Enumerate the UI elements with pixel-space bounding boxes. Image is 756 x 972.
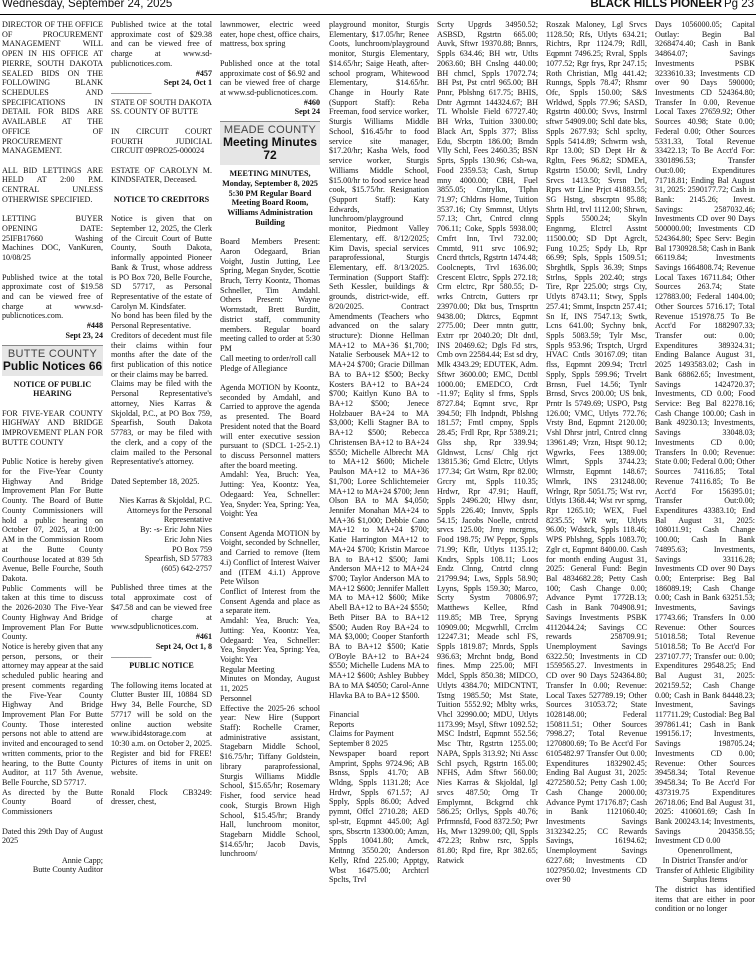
spacer bbox=[2, 399, 103, 409]
spacer bbox=[111, 574, 212, 584]
text-paragraph: ————— bbox=[111, 651, 152, 661]
text-paragraph: Dated September 18, 2025. bbox=[111, 476, 200, 486]
text-paragraph: PO Box 759 bbox=[171, 544, 212, 554]
spacer bbox=[111, 486, 212, 496]
column-4 bbox=[329, 20, 429, 970]
text-paragraph: Nies Karras & Skjoldal, P.C. bbox=[119, 496, 212, 506]
section-title: Public Notices 66 bbox=[2, 358, 103, 373]
text-paragraph: ————— bbox=[111, 88, 152, 98]
newspaper-name: BLACK HILLS PIONEER bbox=[590, 0, 722, 10]
text-paragraph: Effective the 2025-26 school year: New Hire (Support Staff): Rochelle Cramer, administrative assistant, Stagebarn Middle School, $16.75/hr; Tiffany Goldstein, library paraprofessional, Sturgis Williams Middle School, $15.65/hr; Rosemary Fisher, food service head cook, Sturgis Brown High School, $15.45/hr; Brandy Hall, lunchroom monitor, Stagebarn Middle School, $14.65/hr; Jacob Davis, lunchroom/ bbox=[220, 703, 320, 859]
text-paragraph: Published twice at the total approximate cost of $29.38 and can be viewed free of charge at www.sd-publicnotices.com. bbox=[111, 20, 212, 68]
text-paragraph: Notice is given that on September 12, 2025, the Clerk of the Circuit Court of Butte County, South Dakota, informally appointed Pioneer Bank & Trust, whose address is PO Box 720, Belle Fourche, SD 57717, as Personal Representative of the estate of Carolyn M. Kindsfater. bbox=[111, 214, 212, 311]
text-paragraph: NOTICE OF PUBLIC HEARING bbox=[13, 379, 92, 399]
text-paragraph: Regular Meeting bbox=[220, 664, 275, 674]
text-paragraph: Consent Agenda MOTION by Voight, seconded by Schneller, and Carried to remove (Item 4.i) Conflict of Interest Waiver and (ITEM 4.i.1) Approve Pete Wilson bbox=[220, 528, 320, 587]
issue-date: Wednesday, September 24, 2025 bbox=[2, 0, 173, 10]
section-banner bbox=[220, 121, 320, 165]
spacer bbox=[111, 117, 212, 127]
spacer bbox=[2, 156, 103, 166]
spacer bbox=[220, 373, 320, 383]
spacer bbox=[111, 467, 212, 477]
column-3 bbox=[220, 20, 320, 970]
text-paragraph: Public Comments will be taken at this time to discuss the 2026-2030 The Five-Year County Highway And Bridge Improvement Plan For Butte County. bbox=[2, 583, 103, 642]
text-paragraph: Agenda MOTION by Koontz, seconded by Amdahl, and Carried to approve the agenda as presented. The Board President noted that the Board will enter executive session pursuant to (SDCL 1-25-2.1) to discuss Personnel matters after the board meeting. bbox=[220, 382, 320, 470]
section-county: MEADE COUNTY bbox=[223, 124, 317, 137]
text-paragraph: Published once at the total approximate cost of $6.92 and can be viewed free of charge at www.sd-publicnotices.com. bbox=[220, 58, 320, 97]
spacer bbox=[111, 778, 212, 788]
text-paragraph: Published twice at the total approximate cost of $19.58 and can be viewed free of charge at www.sd-publicnotices.com. bbox=[2, 272, 103, 321]
text-paragraph: Public Notice is hereby given for the Five-Year County Highway And Bridge Improvement Plan For Butte County. The Board of Butte County Commissioners will hold a public hearing on October 07, 2025, at 10:00 AM in the Commission Room at the Butte County Courthouse located at 839 5th Avenue, Belle Fourche, South Dakota. bbox=[2, 457, 103, 583]
text-paragraph: Days 1056000.05; Capital Outlay: Begin Bal 3268474.40; Cash in Bank 34864.07; Savings Investments PSBK 3233610.33; Investments CD over 90 Days 590000; Investments CD 524364.80; Transfer In 0.00, Revenue Local Taxes 27659.92; Other Sources 40.98; State 0.00; Federal 0.00; Other Sources 5331.33, Total Revenue 33422.13; To Be Acct'd For: 3301896.53; Transfer Out:0.00; Expenditures 71718.81; Ending Bal August 31, 2025: 2590177.72; Cash in Bank: 2145.26; Invest. Savings: 2587032.46; Investments CD over 90 Days 500000.00; Investments CD 524364.80; Spec Serv: Begin Bal 1730928.58; Cash in Bank 66119.84; Investments Savings 1664808.74; Revenue Local Taxes 16711.84; Other Sources 263.74; State 127883.00; Federal 1404.00; Other Sources 5716.17; Total Revenue 151978.75 To Be Acct'd For 1882907.33; Transfer out: 0.00; Expenditures 389324.31; Ending Balance August 31, 2025 1493583.02; Cash in Bank 68862.65; Investment, Savings 1424720.37; Investments, CD 0.00; Food Service: Beg Bal 82278.16; Cash Change 100.00; Cash in Bank 49230.13; Investments, Savings 33048.03; Investments CD 0.00; Transfers In 0.00; Revenue: State 0.00; Federal 0.00; Other Sources 74116.85; Total Revenue 74116.85; To Be Acct'd For 156395.01; Transfer Out:0.00; Expenditures 43383.10; End Bal August 31, 2025: 108011.91; Cash Change 100.00; Cash In Bank 74895.63; Investments, Savings 33116.28; Investments CD over 90 Days 0.00; Enterprise: Beg Bal 186089.19; Cash Change 0.00; Cash in Bank 63251.53; Investments, Savings 17743.66; Transfers In 0.00 Revenue: Other Sources 51018.58; Total Revenue 51018.58; To Be Acct'd For 237107.77; Transfer out: 0.00; Expenditures 29548.25; End Bal August 31, 2025: 202159.52; Cash Change 0.00; Cash in Bank 84448.23; Investment, Savings 117711.29; Custodial: Beg Bal 397861.41; Cash in Bank 199156.17; Investments, Savings 198705.24; Investments CD 0.00; Revenue: Other Sources 39458.34; Total Revenue 39458.34; To Be Acct'd For 437319.75 Expenditures 26718.06; End Bal August 31, 2025: 410601.69; Cash In Bank 200243.14; Investments, Savings 204358.55; Investment CD 0.00 bbox=[655, 20, 755, 846]
section-county: BUTTE COUNTY bbox=[7, 347, 98, 360]
text-paragraph: Sept 24, Oct 1 bbox=[163, 78, 212, 88]
text-paragraph: The district has identified items that are either in poor condition or no longer bbox=[655, 884, 755, 914]
text-paragraph: lawnmower, electric weed eater, hope chest, office chairs, mattress, box spring bbox=[220, 20, 320, 49]
text-paragraph: DIRECTOR OF THE OFFICE OF PROCUREMENT MANAGEMENT WILL OPEN IN HIS OFFICE AT PIERRE, SOUTH DAKOTA SEALED BIDS ON THE FOLLOWING BLANK SCHEDULES AND SPECIFICATIONS IN DETAIL FOR BIDS ARE AVAILABLE AT THE OFFICE OF PROCUREMENT MANAGEMENT. bbox=[2, 20, 103, 156]
text-paragraph: September 8 2025 bbox=[329, 739, 388, 749]
text-paragraph: playground monitor, Sturgis Elementary, $17.05/hr; Renee Coots, lunchroom/playground monitor, Sturgis Elementary, $14.65/hr; Saige Heath, after-school program, Whitewood Elementary, $14.65/hr. Change in Hourly Rate (Support Staff): Reba Freeman, food service worker, Sturgis Williams Middle School, $16.45/hr to food service site manager, $17.20/hr; Kasha Wels, food service worker, Sturgis Williams Middle School, $15.00/hr to food service head cook, $15.75/hr. Resignation (Support Staff): Katy Edwards, lunchroom/playground monitor, Piedmont Valley Elementary, eff. 8/12/2025; Kim Davis, special services paraprofessional, Sturgis Elementary, eff. 8/13/2025. Termination (Support Staff): Seth Kessler, buildings & grounds, district-wide, eff. 8/20/2025. Contract Amendments (Teachers who advanced on the salary structure): Dionne Hellman MA+12 to MA+36 $1,700; Natalie Serbousek MA+12 to MA+24 $700; Gracie Dillman BA to BA+12 $500; Becky Kosters BA+12 to BA+24 $700; Kaitlyn Kuno BA to BA+12 $500; Jenece Holzbauer BA+24 to MA $3,000; Kelli Stagner BA to BA+12 $500; Rebecca Christensen BA+12 to BA+24 $550; Michelle Albrecht MA to MA+12 $600; Michele Paulson MA+12 to MA+36 $1,700; Loree Schlichtemeier MA+12 to MA+24 $700; Jenn Olson BA to MA $4,050; Jennifer Monahan MA+24 to MA+36 $1,000; Debbie Cano MA+12 to MA+24 $700; Katie Harrington MA+12 to MA+24 $700; Kristin Marcoe BA to BA+12 $500; Jami Anderson MA+12 to MA+24 $700; Taylor Anderson MA to MA+12 $600; Jennifer Mallett MA to MA+12 $600; Mike Abell BA+12 to BA+24 $550; Beth Pitser BA to BA+12 $500; Auden Roy BA+24 to MA $3,000; Cooper Stanforth BA to BA+12 $500; Katie O'Boyle BA+12 to BA+24 $550; Michelle Ludens MA to MA+12 $600; Ashley Bubbey BA to MA $4050; Carol-Anne Hlavka BA to BA+12 $500. bbox=[329, 20, 429, 700]
text-paragraph: In District Transfer and/or Transfer of Athletic Eligibility bbox=[655, 855, 755, 875]
text-paragraph: FOR FIVE-YEAR COUNTY HIGHWAY AND BRIDGE IMPROVEMENT PLAN FOR BUTTE COUNTY bbox=[2, 408, 103, 447]
text-paragraph: As directed by the Butte County Board of Commissioners bbox=[2, 787, 103, 817]
text-paragraph: Sept 24 bbox=[294, 107, 320, 117]
text-paragraph: Financial bbox=[329, 710, 360, 719]
text-paragraph: #461 bbox=[195, 632, 212, 642]
text-paragraph: Conflict of Interest from the Consent Agenda and place as a separate item. bbox=[220, 586, 320, 616]
text-paragraph: STATE OF SOUTH DAKOTA SS. COUNTY OF BUTTE bbox=[111, 97, 212, 117]
spacer bbox=[329, 700, 429, 710]
column-1 bbox=[2, 20, 103, 970]
spacer bbox=[2, 846, 103, 856]
spacer bbox=[111, 185, 212, 195]
text-paragraph: No bond has been filed by the Personal Representative. bbox=[111, 311, 212, 331]
text-paragraph: Openenrollment, bbox=[677, 846, 733, 856]
text-paragraph: Attorneys for the Personal Representative bbox=[126, 505, 212, 525]
text-paragraph: PUBLIC NOTICE bbox=[129, 661, 194, 671]
text-paragraph: Claims may be filed with the Personal Representative's attorney, Nies Karras & Skjoldal, P.C., at PO Box 759, Spearfish, South Dakota 57783, or may be filed with the clerk, and a copy of the claim mailed to the Personal Representative's attorney. bbox=[111, 379, 212, 467]
text-paragraph: Personnel bbox=[220, 693, 252, 703]
text-paragraph: LETTING BUYER OPENING DATE: 25IFB17660 Washing Machines DOC, VanKuren, 10/08/25 bbox=[2, 214, 103, 263]
text-paragraph: Sept 23, 24 bbox=[65, 330, 103, 340]
text-paragraph: Surplus Items bbox=[682, 875, 728, 885]
column-2 bbox=[111, 20, 212, 970]
text-paragraph: #460 bbox=[303, 97, 320, 107]
text-paragraph: IN CIRCUIT COURT FOURTH JUDICIAL CIRCUIT 09PRO25-000024 bbox=[111, 126, 212, 156]
spacer bbox=[2, 817, 103, 827]
text-paragraph: Newspaper board report Amprint, Spphs 9724.96; AB Bsnss, Sppls 41.70; AB Wldng, Sppls 1131.28; Ace Hrdwr, Sppls 671.57; AJ Spply, Sppls 86.00; Adved pymnt, Offcl 2710.28; AED spl-str, Eqpmnt 445.00; Agl sprs, Sbscrtn 13300.00; Amzn, Sppls 10041.80; Amck, Mntnng 3550.20; Anderson Kelly, Rfnd 225.00; Apptgy, Wbst 16475.00; Archtcrl Spclts, Trvl bbox=[329, 748, 429, 885]
text-paragraph: Spearfish, SD 57783 bbox=[144, 554, 212, 564]
text-paragraph: ESTATE OF CAROLYN M. KINDSFATER, Deceased. bbox=[111, 165, 212, 185]
page-number: Pg 23 bbox=[723, 0, 754, 10]
text-paragraph: (605) 642-2757 bbox=[161, 564, 212, 574]
column-6 bbox=[546, 20, 647, 970]
spacer bbox=[220, 227, 320, 237]
text-paragraph: Sept 24, Oct 1, 8 bbox=[155, 641, 212, 651]
spacer bbox=[111, 205, 212, 215]
text-paragraph: Minutes on Monday, August 11, 2025 bbox=[220, 674, 320, 694]
text-paragraph: ALL BID LETTINGS ARE HELD AT 2:00 P.M. CENTRAL UNLESS OTHERWISE SPECIFIED. bbox=[2, 165, 103, 204]
column-7 bbox=[655, 20, 755, 970]
text-paragraph: Pledge of Allegiance bbox=[220, 363, 288, 373]
text-paragraph: Call meeting to order/roll call bbox=[220, 353, 317, 363]
spacer bbox=[2, 448, 103, 458]
text-paragraph: Ronald Flock CB3249: dresser, chest, bbox=[111, 787, 212, 807]
spacer bbox=[220, 519, 320, 529]
spacer bbox=[111, 156, 212, 166]
text-paragraph: The following items located at Clutter Buster III, 10884 SD Hwy 34, Belle Fourche, SD 57717 will be sold on the online auction website www.ibid4storage.com at 10:30 a.m. on October 2, 2025. Register and bid for FREE! Pictures of items in unit on website. bbox=[111, 680, 212, 778]
text-paragraph: Scrty Upgrds 34950.52; ASBSD, Rgstrtn 665.00; Auvk, Sftwr 19370.88; Bnnrs, Sppls 634.46; BH wtr, Utlts 2063.60; BH Cnslng 440.00; BH chmcl, Sppls 17072.74; BH Pst, Pst cntrl 965.00; BH Pnnr, Pblshng 617.75; BHIS, Dntr Agrmnt 144324.67; BH TL Wholsle Field 67727.40; BH Wrks, Tuition 3300.00; Black Art, Sppls 377; Bliss Edu, Sbcrptn 186.00; Brndn Vlly Schl, Fees 2460.35; BSN Sprts, Sppls 130.96; Csh-wa, Food 2359.53; Cash, Strtup mny 4000.00; CBH, Fuel 3855.05; Cntrylkn, Tlphn 71.97; Chldrns Home, Tuition 3537.16; Cty Smmnst, Utlyts 57.13; Chrt, Cntrcd clnng 706.11; Coke, Sppls 5938.00; Cmfrt Inn, Trvl 732.00; Cmmtd, 911 srvc 106.92; Cncrd thrtcls, Rgstrtn 1474.48; Coolcnepts, Trvl 1636.00; Crescent Elctrc, Sppls 272.18; Crm elctrc, Rpr 580.55; D-wrks Cntrctn, Gutters rpr 23970.00; Dkt bus, Trnsprttn 9438.00; Dktrcs, Eqpmnt 2775.00; Deer mntn guttr, Extrr rpr 2040.20; Dlt dntl, INS 20469.62; Dgls Fd strs, Cmb ovn 22584.44; Est sd dry, Mlk 4343.29; EDUTEK, Adm. Sftwr 3600.00; EMC, Dcttbl 1000.00; EMEDCO, Crdt -11.97; Eqlity sl frms, Sppls 8727.84; Eqmnt srvc, Rpr 394.50; Flh Indpndt, Pblshng 181.57; Fmtl cmpny, Sppls 28.45; Frdl Rpr, Rpr 5389.21; Glss shp, Rpr 339.94; Gldnwst, Lcns/ Chlg rjct 13815.36; Grnd Elctrc, Utlyts 177.34; Grt Wstrn, Rpr 82.00; Grcry mt, Sppls 110.35; Hrdwr, Rpr 47.91; Hauff, Sppls 2496.20; Hlwy dsnr, Sppls 226.40; Innvtv, Sppls 54.15; Jacobs Noelle, cntrctd srvcs 125.00; Jrny mcrgrns, Food 198.75; JW Peppr, Sppls 71.99; Kflr, Utlyts 1135.12; Kndrs, Sppls 108.11; Loos Endz Clnng, Cntrtd clnng 21799.94; Lws, Sppls 58.90; Lyyns, Sppls 159.30; Marco, Scrty Systm 70806.97; Matthews Kellee, Rfnd 119.85; MB Tree, Spryng 10909.00; Mcgwrhll, Crrclm 12247.31; Meade schl FS, Sppls 1819.87; Mnrds, Sppls 936.63; Mrchnt bndg, Bond fines. Mmp 225.00; MFI Mdcl, Sppls 850.38; MIDCO, Utlyts 4384.70; MIDCNTNT, Tstng 1985.50; Mst State, Tuition 5552.92; Mblty wrks, Vhcl 32990.00; MDU, Utlyts 1173.99; Msyl, Sftwr 1092.52; MSC Indstrl, Eqpmnt 552.56; Msc Thtr, Rgstrtn 1255.00; NAPA, Sppls 313.92; Nti Assc Schl psych, Rgstrtn 165.00; NFHS, Adm Sftwr 560.00; Nies Karras & Skjoldal, lgl srvcs 487.50; Orng Tr Emplymnt, Bckgrnd chk 586.25; Orllys, Sppls 40.76; Prfrmnsfd, Food 8372.50; Pwr Hs, Mwr 13299.00; Qll, Sppls 472.23; Rnbw rsrc, Sppls 81.80; Rpd fire, Rpr 382.65; Ratwick bbox=[437, 20, 538, 865]
spacer bbox=[220, 49, 320, 59]
column-5 bbox=[437, 20, 538, 970]
page-header bbox=[0, 0, 756, 15]
text-paragraph: Dated this 29th Day of August 2025 bbox=[2, 826, 103, 846]
text-paragraph: #457 bbox=[195, 68, 212, 78]
spacer bbox=[2, 263, 103, 273]
text-paragraph: Notice is hereby given that any person, persons, or their attorney may appear at the said scheduled public hearing and present comments regarding the Five-Year County Highway And Bridge Improvement Plan For Butte County. Those interested persons not able to attend are invited and encouraged to send written comments, prior to the hearing, to the Butte County Auditor, at 117 5th Avenue, Belle Fourche, SD 57717. bbox=[2, 641, 103, 788]
text-paragraph: Annie Capp; bbox=[61, 855, 103, 865]
text-paragraph: Amdahl: Yea, Bruch: Yea, Jutting: Yea, Koontz: Yea, Odegaard: Yea, Schneller: Yea, Snyder: Yea, Spring: Yea, Voight: Yea bbox=[220, 616, 320, 664]
text-paragraph: Roszak Maloney, Lgl Srvcs 1128.50; Rfs, Utlyts 634.21; Richtrs, Rpr 1124.79; Rdll, Eqpmnt 7496.25; Rvral, Sppls 1077.52; Rgr frys, Rpr 247.15; Roth Christian, Mlg 441.42; Runngs, Sppls 78.47; Rhsmr Ofc, Sppls 150.00; S&S Wrldwd, Sppls 77.96; SASD, Rgstrtn 400.00; Svvs, Instrml sftwr 54909.00; Schl date bks, Sppls 2677.93; Schl spclty, Sppls 5414.89; Schwrm wsh, Rpr 13.00; SD Dept Hr & Rgltn, Fees 96.82; SDMEA, Rgstrtn 150.00; Srvll, Lndry Srvcs 1413.50; Svrsn Drl, Rprs wtr Line Prjct 41883.55; SG Hstng, sbscrptn 95.88; Shrtn Htl, trvl 1112.00; Shrwn, Sppls 5500.24; Skyln Engnrng, Elctrcl Asstnt 11500.00; SD Dpt Agrclt, Fung 10.25; Spdy Lb, Rpr 66.99; Spls, Sppls 1509.51; Sbrghtlk, Sppls 36.39; Stnps Strlns, Sppls 202.40; strgs Tire, Rpr 225.00; strgs Cty, Utlyts 8743.11; Stwy, Sppls 257.41; Smmt, Inspctn 257.41; Sn If, INS 7547.13; Swtk, Lcns 641.00; Sychny bnk, Sppls 5083.59; Tylr Msc, Sppls 953.96; Trsptch, Urgrd HVAC Cntls 30167.09; titan flss, Eqpmnt 209.94; Trctrl Spply, Sppls 599.96; Trvelrt Brnsn, Fuel 14.56; Tynlr Brnsd, Srvcs 200.00; US bnk, Prntr Is 5749.69; USPO, Pstg 126.00; VMC, Utlyts 772.76; Vrsty Bnd, Eqpmnt 2120.00; Vshl Dhrsr jntrl, Cntrcd clnng 13961.49; Vrzn, Htspt 90.12; Wgwrks, Fees 1389.00; Wlmrt, Sppls 3744.23; Wlrmstr, Eqpmnt 148.67; Wlmrk, INS 231248.00; Wrlngr, Rpr 5051.75; Wst rvr, Utlyts 1368.44; Wst rvr sprng, Rpr 1265.10; WEX, Fuel 8235.55; WR wtr, Utlyts 96.00; Wdstck, Sppls 118.46; WPS Pblshng, Sppls 1083.70; Zglr ct, Eqpmnt 8400.00. Cash for month ending August 31, 2025: General Fund: Begin Bal 4834682.28; Petty Cash 100; Cash Change 0.00; Advance Pymt 1772B.13; Cash in Bank 704908.91; Savings Investments PSBK 4112044.24; Savings CC rewards 258709.91; Unemployment Savings 6322.50; Investments in CD 1559565.27. Investments in CD over 90 Days 524364.80; Transfer In 0.00; Revenue: Local Taxes 527789.19; Other Sources 31053.72; State 1028148.00; Federal 150811.51; Other Sources 7998.27; Total Revenue 1270800.69; To Be Acct'd For 6105482.97 Transfer Out 0.00; Expenditures 1832902.45; Ending Bal August 31, 2025: 4272580.52; Petty Cash 1.00; Cash Change 2000.00; Advance Pymt 17176.87; Cash in Bank 1121060.40; Investments Savings 3132342.25; CC Rewards Savings, 16194.62; Unemployment Savings 6227.68; Investments CD 1027950.02; Investments CD over 90 bbox=[546, 20, 647, 885]
text-paragraph: Amdahl: Yea, Bruch: Yea, Jutting: Yea, Koontz: Yea, Odegaard: Yea, Schneller: Yea, Snyder: Yea, Spring: Yea, Voight: Yea bbox=[220, 470, 320, 519]
text-paragraph: MEETING MINUTES, Monday, September 8, 2025 5:30 PM Regular Board Meeting Board Room, Williams Administration Building bbox=[222, 169, 318, 227]
spacer bbox=[2, 205, 103, 215]
text-paragraph: Creditors of decedent must file their claims within four months after the date of the first publication of this notice or their claims may be barred. bbox=[111, 330, 212, 379]
text-paragraph: Reports bbox=[329, 719, 355, 729]
text-paragraph: #448 bbox=[86, 321, 103, 331]
text-paragraph: Butte County Auditor bbox=[32, 865, 103, 875]
text-paragraph: NOTICE TO CREDITORS bbox=[113, 194, 210, 204]
text-paragraph: Eric John Nies bbox=[164, 534, 212, 544]
text-paragraph: Board Members Present: Aaron Odegaard, Brian Voight, Justin Jutting, Lee Spring, Megan Snyder, Scottie Bruch, Terry Koontz, Thomas Schneller, Tim Amdahl. Others Present: Wayne Wormstadt, Brett Burditt, district staff, community members. Regular board meeting called to order at 5:30 PM bbox=[220, 237, 320, 354]
spacer bbox=[111, 671, 212, 681]
text-paragraph: Claims for Payment bbox=[329, 729, 394, 739]
text-paragraph: Published three times at the total approximate cost of $47.58 and can be viewed free of charge at www.sdpublicnotices.com. bbox=[111, 583, 212, 632]
text-paragraph: By: -s- Eric John Nies bbox=[140, 525, 212, 535]
section-banner bbox=[2, 345, 103, 376]
section-title: Meeting Minutes 72 bbox=[222, 135, 317, 163]
